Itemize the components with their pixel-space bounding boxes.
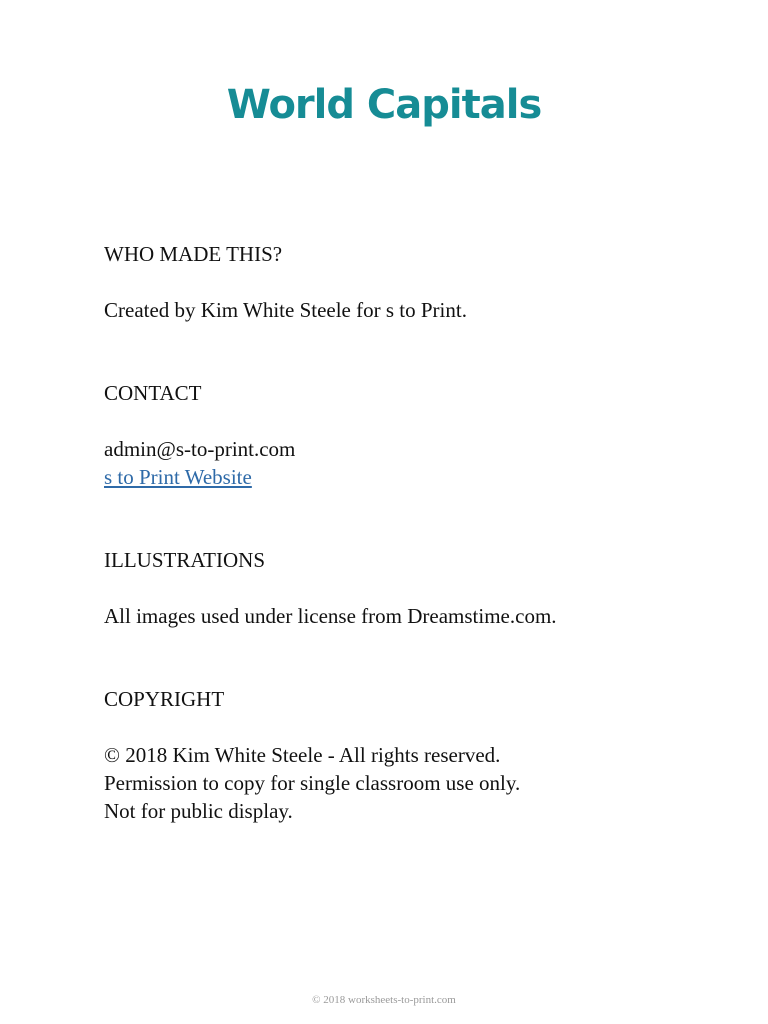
section-contact [104, 379, 704, 491]
text-line: All images used under license from Dreamstime.com. [104, 604, 557, 628]
document-content [104, 240, 704, 825]
text-line: Not for public display. [104, 799, 293, 823]
contact-email: admin@s-to-print.com [104, 437, 296, 461]
section-copyright [104, 685, 704, 825]
page-footer: © 2018 worksheets-to-print.com [312, 994, 456, 1006]
text-line: Permission to copy for single classroom use only. [104, 771, 521, 795]
page-title: World Capitals [226, 82, 542, 128]
website-link[interactable]: s to Print Website [104, 465, 252, 489]
section-body [104, 435, 704, 491]
section-heading: ILLUSTRATIONS [104, 548, 265, 572]
section-illustrations [104, 546, 704, 630]
section-body [104, 741, 704, 825]
section-heading: WHO MADE THIS? [104, 242, 283, 266]
section-who-made-this [104, 240, 704, 324]
section-heading: COPYRIGHT [104, 687, 225, 711]
text-line: © 2018 Kim White Steele - All rights reserved. [104, 743, 501, 767]
section-body [104, 602, 704, 630]
section-heading: CONTACT [104, 381, 202, 405]
section-body [104, 296, 704, 324]
text-line: Created by Kim White Steele for s to Print. [104, 298, 467, 322]
